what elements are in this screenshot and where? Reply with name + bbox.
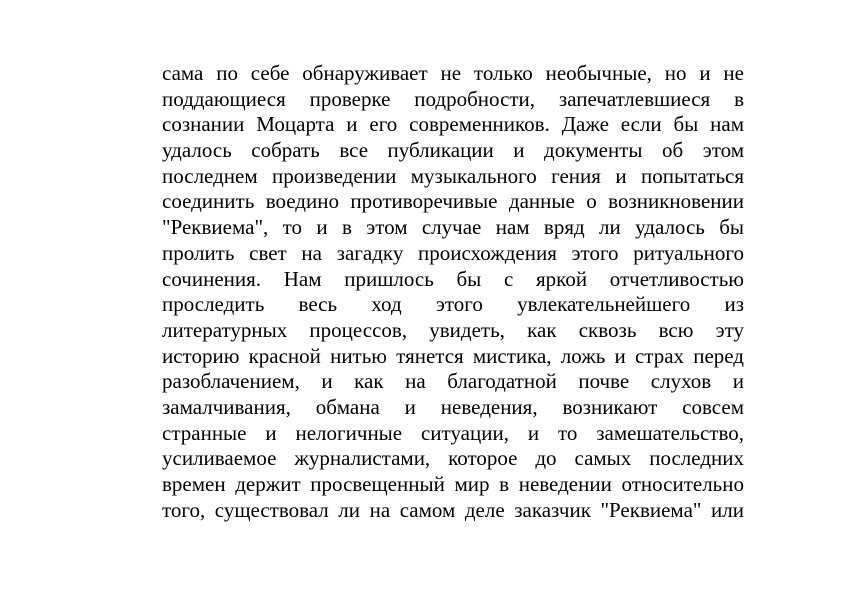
text-line-1: сама по себе обнаруживает не только необычные, но и не [162, 61, 744, 85]
text-line-4: удалось собрать все публикации и документы об этом [162, 138, 744, 163]
text-line-16: усиливаемое журналистами, которое до самых последних [162, 446, 744, 471]
text-line-2: поддающиеся проверке подробности, запечатлевшиеся в [162, 86, 744, 111]
text-line-18: того, существовал ли на самом деле заказчик "Реквиема" или [162, 497, 744, 522]
text-line-10: проследить весь ход этого увлекательнейшего из [162, 292, 744, 317]
text-line-8: пролить свет на загадку происхождения этого ритуального [162, 240, 744, 265]
text-line-12: историю красной нитью тянется мистика, ложь и страх перед [162, 343, 744, 368]
text-line-7: "Реквиема", то и в этом случае нам вряд ли удалось бы [162, 215, 744, 240]
text-line-9: сочинения. Нам пришлось бы с яркой отчетливостью [162, 266, 744, 291]
text-line-13: разоблачением, и как на благодатной почве слухов и [162, 369, 744, 394]
text-line-14: замалчивания, обмана и неведения, возникают совсем [162, 394, 744, 419]
text-line-6: соединить воедино противоречивые данные о возникновении [162, 189, 744, 214]
text-line-17: времен держит просвещенный мир в неведении относительно [162, 472, 744, 496]
text-line-15: странные и нелогичные ситуации, и то замешательство, [162, 420, 744, 445]
text-line-11: литературных процессов, увидеть, как сквозь всю эту [162, 317, 744, 342]
body-text [162, 61, 744, 523]
text-line-5: последнем произведении музыкального гения и попытаться [162, 163, 744, 188]
text-line-3: сознании Моцарта и его современников. Даже если бы нам [162, 112, 744, 137]
